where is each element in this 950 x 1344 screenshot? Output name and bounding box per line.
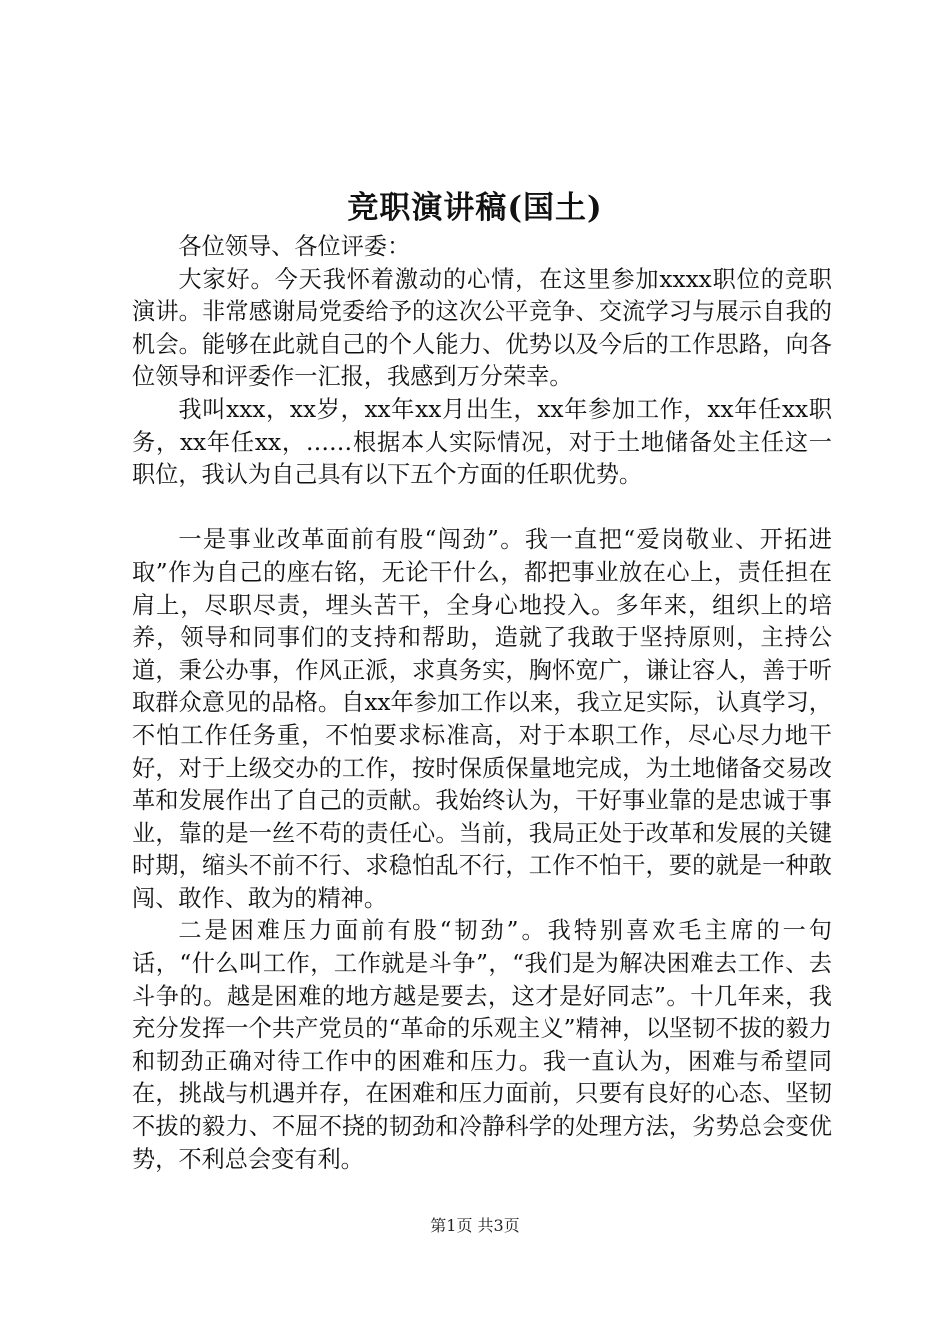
page-footer: 第1页 共3页	[430, 1216, 520, 1235]
document-body	[132, 231, 832, 1176]
paragraph-advantage-two: 二是困难压力面前有股“韧劲”。我特别喜欢毛主席的一句话，“什么叫工作，工作就是斗争”，“我们是为解决困难去工作、去斗争的。越是困难的地方越是要去，这才是好同志”。十几年来，我充分发挥一个共产党员的“革命的乐观主义”精神，以坚韧不拔的毅力和韧劲正确对待工作中的困难和压力。我一直认为，困难与希望同在，挑战与机遇并存，在困难和压力面前，只要有良好的心态、坚韧不拔的毅力、不屈不挠的韧劲和冷静科学的处理方法，劣势总会变优势，不利总会变有利。	[132, 917, 832, 1173]
document-title: 竞职演讲稿(国土)	[347, 190, 603, 226]
paragraph-spacer	[132, 492, 832, 525]
salutation: 各位领导、各位评委：	[178, 233, 411, 260]
paragraph-advantage-one: 一是事业改革面前有股“闯劲”。我一直把“爱岗敬业、开拓进取”作为自己的座右铭，无论干什么，都把事业放在心上，责任担在肩上，尽职尽责，埋头苦干，全身心地投入。多年来，组织上的培养，领导和同事们的支持和帮助，造就了我敢于坚持原则，主持公道，秉公办事，作风正派，求真务实，胸怀宽广，谦让容人，善于听取群众意见的品格。自xx年参加工作以来，我立足实际，认真学习，不怕工作任务重，不怕要求标准高，对于本职工作，尽心尽力地干好，对于上级交办的工作，按时保质保量地完成，为土地储备交易改革和发展作出了自己的贡献。我始终认为，干好事业靠的是忠诚于事业，靠的是一丝不苟的责任心。当前，我局正处于改革和发展的关键时期，缩头不前不行、求稳怕乱不行，工作不怕干，要的就是一种敢闯、敢作、敢为的精神。	[132, 526, 832, 912]
paragraph-self-introduction: 我叫xxx，xx岁，xx年xx月出生，xx年参加工作，xx年任xx职务，xx年任xx，……根据本人实际情况，对于土地储备处主任这一职位，我认为自己具有以下五个方面的任职优势。	[132, 395, 832, 489]
paragraph-greeting: 大家好。今天我怀着激动的心情，在这里参加xxxx职位的竞职演讲。非常感谢局党委给予的这次公平竞争、交流学习与展示自我的机会。能够在此就自己的个人能力、优势以及今后的工作思路，向各位领导和评委作一汇报，我感到万分荣幸。	[132, 265, 832, 391]
